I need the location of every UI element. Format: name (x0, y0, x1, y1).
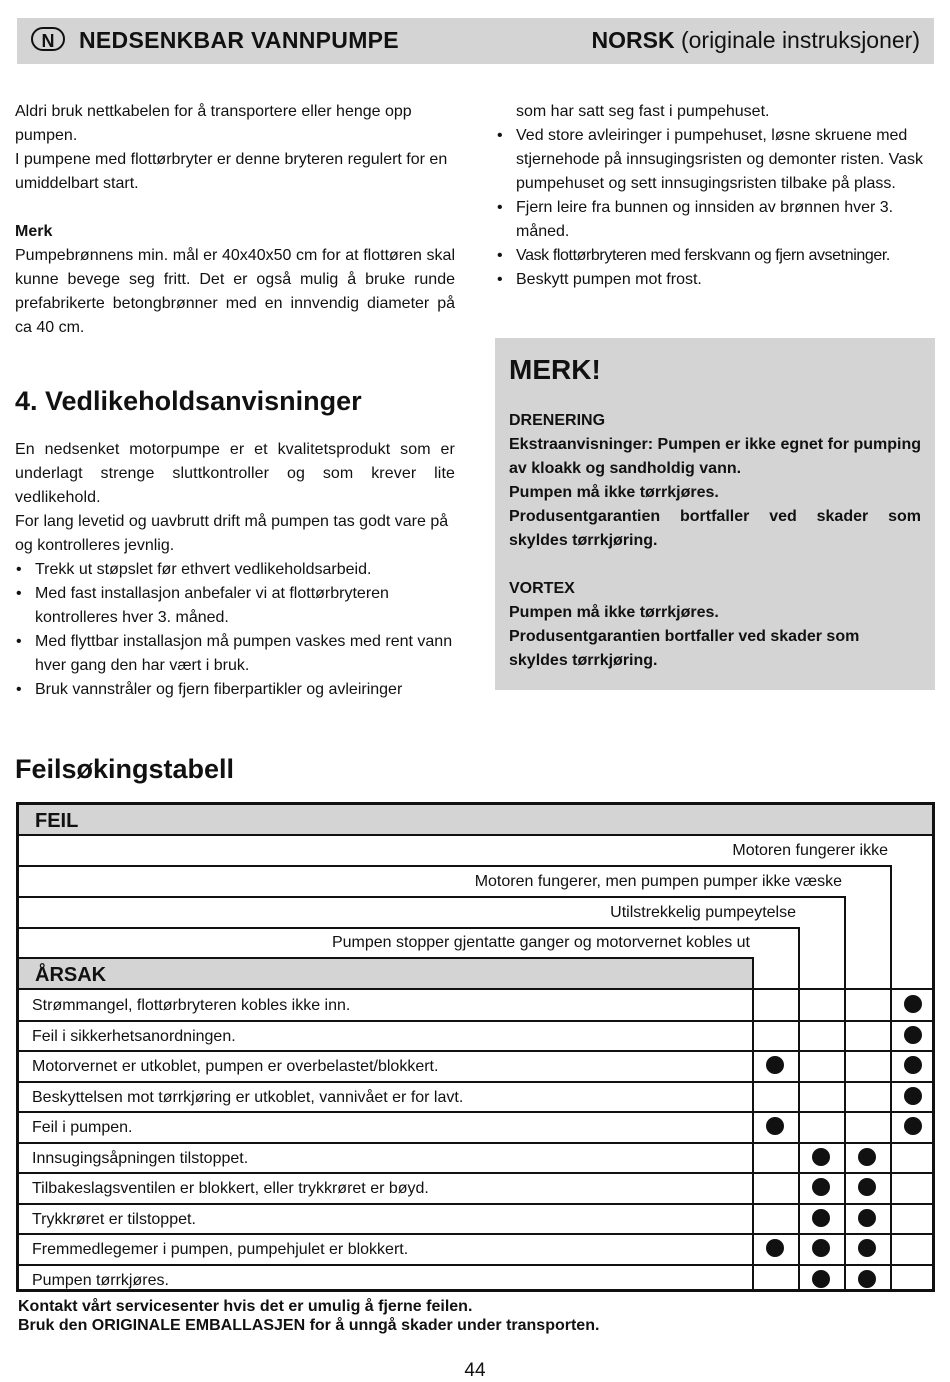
note-title: Merk (15, 223, 53, 240)
list-item: • Trekk ut støpslet før ethvert vedlikeholdsarbeid. (15, 558, 455, 582)
row-divider (19, 1081, 932, 1083)
warning-line: Produsentgarantien bortfaller ved skader som skyldes tørrkjøring. (509, 628, 860, 669)
fault-marker-dot (812, 1178, 830, 1196)
divider (890, 865, 892, 1292)
row-divider (19, 1142, 932, 1144)
footer-line: Bruk den ORIGINALE EMBALLASJEN for å unngå skader under transporten. (18, 1317, 600, 1334)
fault-marker-dot (812, 1209, 830, 1227)
aarsak-header (19, 957, 752, 988)
divider (19, 896, 846, 898)
fault-marker-dot (858, 1239, 876, 1257)
fault-marker-dot (858, 1270, 876, 1288)
table-title: Feilsøkingstabell (15, 754, 235, 784)
fault-marker-dot (904, 1056, 922, 1074)
fault-marker-dot (766, 1117, 784, 1135)
fault-marker-dot (812, 1270, 830, 1288)
fault-label: Utilstrekkelig pumpeytelse (610, 904, 796, 921)
divider (798, 927, 800, 1292)
footer-note (18, 1297, 599, 1335)
list-item: • Beskytt pumpen mot frost. (496, 268, 936, 292)
row-divider (19, 1264, 932, 1266)
header-language-rest: (originale instruksjoner) (674, 27, 920, 53)
divider (19, 927, 800, 929)
cause-label: Innsugingsåpningen tilstoppet. (32, 1149, 249, 1167)
header-language-bold: NORSK (591, 27, 675, 53)
fault-marker-dot (858, 1209, 876, 1227)
fault-label: Motoren fungerer ikke (732, 842, 888, 859)
maintenance-list (15, 558, 455, 702)
fault-marker-dot (858, 1148, 876, 1166)
section-title: 4. Vedlikeholdsanvisninger (15, 386, 362, 416)
divider (19, 834, 932, 836)
aarsak-label: ÅRSAK (35, 964, 107, 986)
cause-label: Beskyttelsen mot tørrkjøring er utkoblet, vannivået er for lavt. (32, 1088, 464, 1106)
row-divider (19, 1111, 932, 1113)
fault-marker-dot (812, 1148, 830, 1166)
fault-marker-dot (858, 1178, 876, 1196)
paragraph: For lang levetid og uavbrutt drift må pumpen tas godt vare på og kontrolleres jevnlig. (15, 513, 449, 554)
left-column (15, 100, 455, 702)
page-header (17, 18, 934, 64)
paragraph: En nedsenket motorpumpe er et kvalitetsprodukt som er underlagt strenge sluttkontroller og som krever lite vedlikehold. (15, 441, 455, 506)
troubleshooting-table (16, 802, 935, 1292)
drenering-title: DRENERING (509, 412, 606, 429)
footer-line: Kontakt vårt servicesenter hvis det er umulig å fjerne feilen. (18, 1298, 473, 1315)
cause-label: Strømmangel, flottørbryteren kobles ikke inn. (32, 997, 351, 1014)
page-number: 44 (464, 1360, 486, 1381)
paragraph-continued: som har satt seg fast i pumpehuset. (516, 103, 770, 120)
language-badge: N (31, 27, 65, 51)
list-item: • Ved store avleiringer i pumpehuset, løsne skruene med stjernehode på innsugingsristen og demonter risten. Vask pumpehuset og sett innsugingsristen tilbake på plass. (496, 124, 936, 196)
note-body: Pumpebrønnens min. mål er 40x40x50 cm for at flottøren skal kunne bevege seg fritt. Det er også mulig å bruke runde prefabrikerte betongbrønner med en innvendig diameter på ca 40 cm. (15, 247, 455, 336)
warning-box (495, 338, 935, 690)
warning-title: MERK! (509, 354, 601, 385)
paragraph: Aldri bruk nettkabelen for å transportere eller henge opp pumpen. (15, 103, 412, 144)
list-item: • Med flyttbar installasjon må pumpen vaskes med rent vann hver gang den har vært i bruk. (15, 630, 455, 678)
list-item: • Fjern leire fra bunnen og innsiden av brønnen hver 3. måned. (496, 196, 936, 244)
fault-label: Motoren fungerer, men pumpen pumper ikke væske (474, 873, 842, 890)
list-item: • Vask flottørbryteren med ferskvann og fjern avsetninger. (496, 244, 936, 268)
fault-marker-dot (904, 1026, 922, 1044)
cause-label: Feil i pumpen. (32, 1119, 133, 1136)
fault-label: Pumpen stopper gjentatte ganger og motorvernet kobles ut (331, 934, 750, 951)
fault-marker-dot (766, 1239, 784, 1257)
warning-line: Ekstraanvisninger: Pumpen er ikke egnet for pumping av kloakk og sandholdig vann. (509, 436, 921, 477)
cause-label: Motorvernet er utkoblet, pumpen er overbelastet/blokkert. (32, 1058, 439, 1075)
warning-content (509, 409, 921, 673)
row-divider (19, 1050, 932, 1052)
fault-marker-dot (766, 1056, 784, 1074)
row-divider (19, 1233, 932, 1235)
cause-label: Pumpen tørrkjøres. (32, 1271, 169, 1289)
cause-label: Feil i sikkerhetsanordningen. (32, 1027, 236, 1045)
header-title: NEDSENKBAR VANNPUMPE (79, 27, 399, 53)
warning-line: Pumpen må ikke tørrkjøres. (509, 604, 719, 621)
cause-label: Trykkrøret er tilstoppet. (32, 1210, 196, 1228)
fault-marker-dot (904, 995, 922, 1013)
right-column (496, 100, 936, 292)
feil-header (19, 805, 932, 834)
maintenance-list-continued (496, 124, 936, 292)
divider (19, 988, 932, 990)
fault-marker-dot (812, 1239, 830, 1257)
vortex-title: VORTEX (509, 580, 575, 597)
row-divider (19, 1203, 932, 1205)
list-item: • Med fast installasjon anbefaler vi at flottørbryteren kontrolleres hver 3. måned. (15, 582, 455, 630)
row-divider (19, 1172, 932, 1174)
paragraph: I pumpene med flottørbryter er denne bryteren regulert for en umiddelbart start. (15, 151, 448, 192)
fault-marker-dot (904, 1117, 922, 1135)
feil-label: FEIL (35, 810, 79, 832)
cause-label: Fremmedlegemer i pumpen, pumpehjulet er blokkert. (32, 1241, 409, 1258)
warning-line: Pumpen må ikke tørrkjøres. (509, 484, 719, 501)
warning-line: Produsentgarantien bortfaller ved skader som skyldes tørrkjøring. (509, 508, 921, 549)
cause-label: Tilbakeslagsventilen er blokkert, eller trykkrøret er bøyd. (32, 1180, 429, 1197)
header-language (592, 27, 921, 54)
row-divider (19, 1020, 932, 1022)
divider (19, 865, 892, 867)
divider (752, 957, 754, 1292)
list-item: • Bruk vannstråler og fjern fiberpartikler og avleiringer (15, 678, 455, 702)
fault-marker-dot (904, 1087, 922, 1105)
